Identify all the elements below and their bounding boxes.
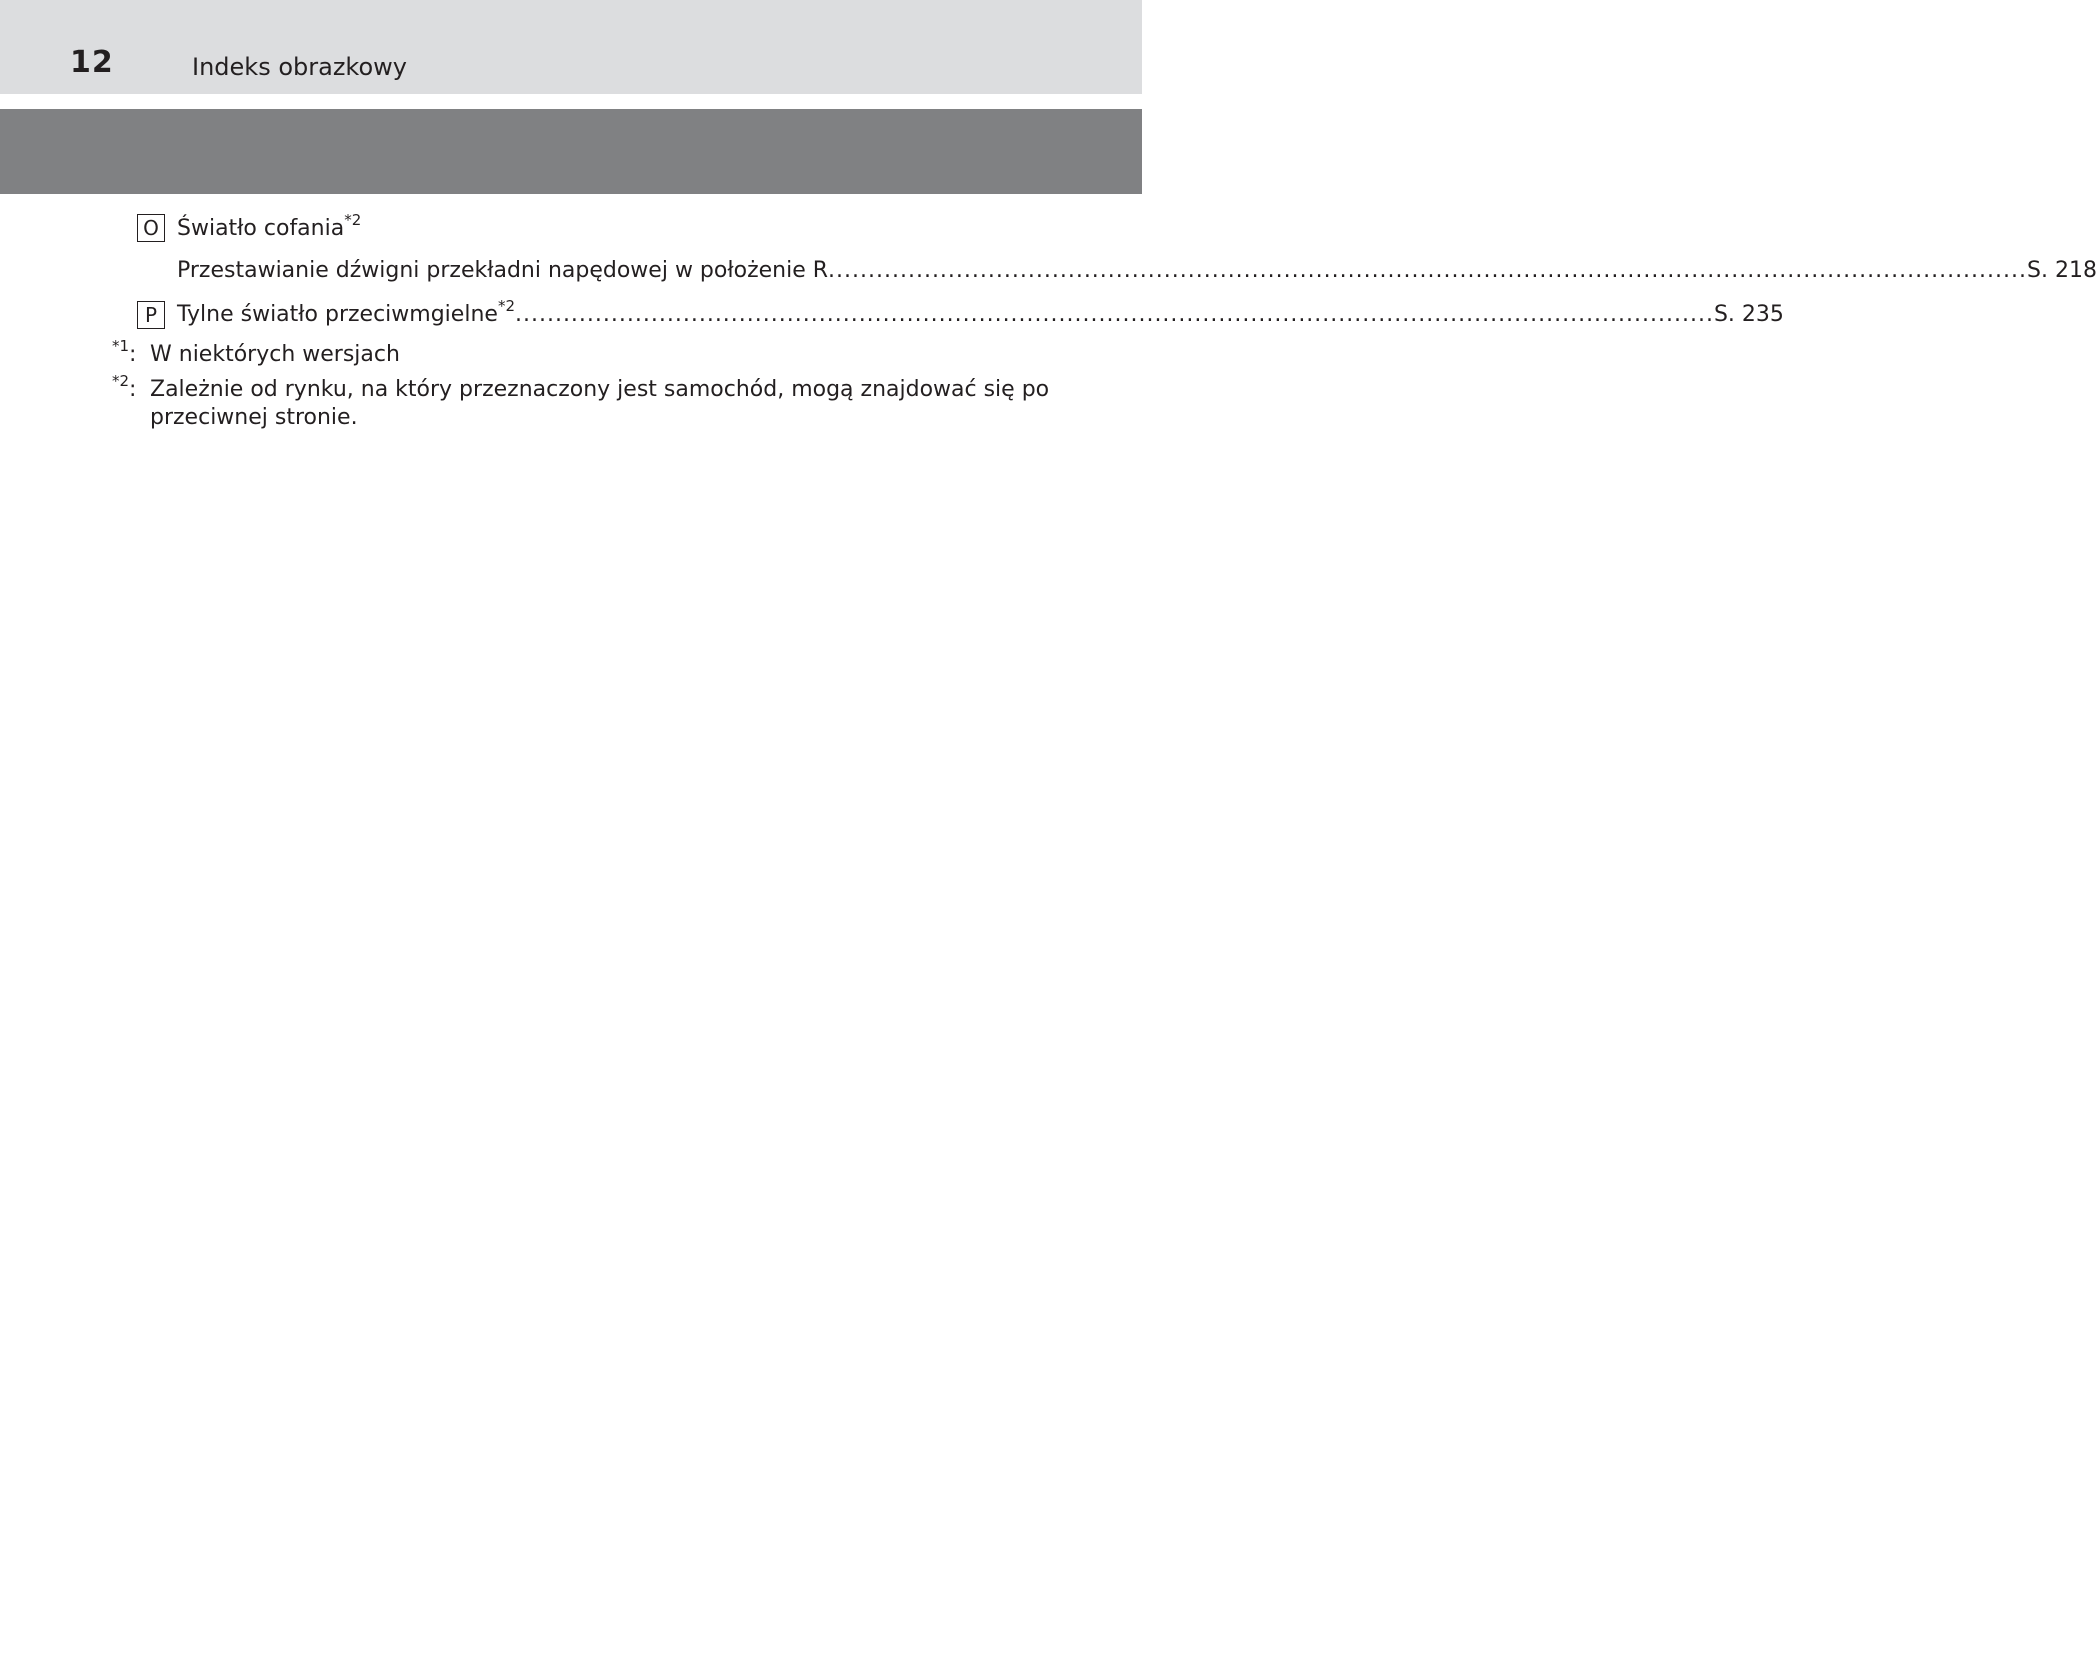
footnote-2-text-line2: przeciwnej stronie. [150,405,358,430]
entry-title-text: Tylne światło przeciwmgielne [177,302,498,327]
footnote-marker: *2 [344,211,362,229]
section-title: Indeks obrazkowy [192,53,407,81]
footnote-1-mark: $^{*1}$: [112,337,137,367]
footnote-marker: *2 [497,297,515,315]
entry-title-reverse-light [177,211,362,241]
entry-title-text: Światło cofania [177,216,345,241]
page-reference-link[interactable]: S. 235 [1713,302,1784,327]
sub-item-shift-to-reverse [177,258,2097,283]
entry-letter-p: P [137,301,165,329]
footnote-2-mark: $^{*2}$: [112,372,137,402]
dot-leader: ...................................................................................................................................................... [514,302,1714,327]
entry-letter-o: O [137,214,165,242]
dot-leader: ...................................................................................................................................................... [828,258,2028,283]
page-number: 12 [70,45,114,80]
footnote-1-text: W niektórych wersjach [150,342,400,367]
header-band [0,0,1142,94]
footnote-2-text-line1: Zależnie od rynku, na który przeznaczony jest samochód, mogą znajdować się po [150,377,1050,402]
sub-item-text: Przestawianie dźwigni przekładni napędowej w położenie R [177,258,829,283]
entry-rear-fog-light [177,297,1784,327]
section-banner [0,109,1142,194]
page-reference-link[interactable]: S. 218 [2027,258,2097,283]
